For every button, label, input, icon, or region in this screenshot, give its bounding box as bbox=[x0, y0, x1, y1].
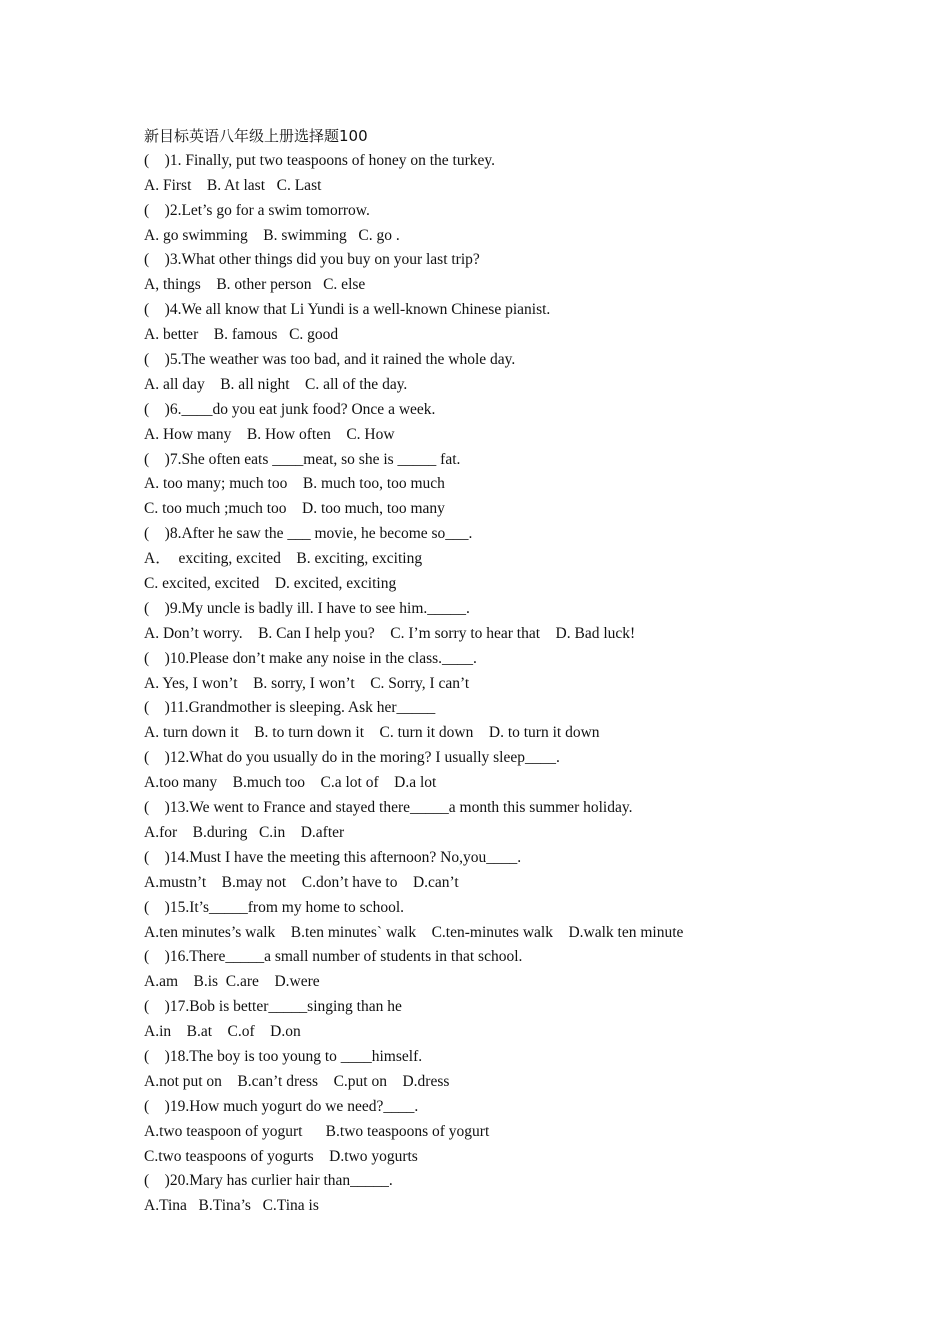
options-line: C. excited, excited D. excited, exciting bbox=[144, 575, 397, 593]
options-line: A. all day B. all night C. all of the day. bbox=[144, 375, 408, 393]
document-title: 新目标英语八年级上册选择题100 bbox=[144, 127, 368, 145]
options-line: A． exciting, excited B. exciting, exciting bbox=[144, 550, 423, 568]
question-line: ( )20.Mary has curlier hair than_____. bbox=[144, 1172, 393, 1190]
question-line: ( )10.Please don’t make any noise in the class.____. bbox=[144, 649, 477, 667]
options-line: A. First B. At last C. Last bbox=[144, 176, 322, 194]
question-line: ( )2.Let’s go for a swim tomorrow. bbox=[144, 201, 370, 219]
options-line: A. Yes, I won’t B. sorry, I won’t C. Sorry, I can’t bbox=[144, 674, 470, 692]
question-line: ( )19.How much yogurt do we need?____. bbox=[144, 1097, 419, 1115]
question-line: ( )5.The weather was too bad, and it rained the whole day. bbox=[144, 351, 516, 369]
question-line: ( )17.Bob is better_____singing than he bbox=[144, 998, 402, 1016]
question-line: ( )12.What do you usually do in the moring? I usually sleep____. bbox=[144, 749, 560, 767]
options-line: A.for B.during C.in D.after bbox=[144, 823, 345, 841]
options-line: A.ten minutes’s walk B.ten minutes` walk C.ten-minutes walk D.walk ten minute bbox=[144, 923, 684, 941]
options-line: A.two teaspoon of yogurt B.two teaspoons of yogurt bbox=[144, 1122, 490, 1140]
question-line: ( )8.After he saw the ___ movie, he become so___. bbox=[144, 525, 473, 543]
options-line: C.two teaspoons of yogurts D.two yogurts bbox=[144, 1147, 418, 1165]
question-line: ( )6.____do you eat junk food? Once a week. bbox=[144, 400, 436, 418]
options-line: A. turn down it B. to turn down it C. turn it down D. to turn it down bbox=[144, 724, 600, 742]
options-line: A. Don’t worry. B. Can I help you? C. I’m sorry to hear that D. Bad luck! bbox=[144, 624, 636, 642]
options-line: A. go swimming B. swimming C. go . bbox=[144, 226, 400, 244]
question-line: ( )13.We went to France and stayed there_____a month this summer holiday. bbox=[144, 799, 633, 817]
question-line: ( )18.The boy is too young to ____himself. bbox=[144, 1047, 423, 1065]
options-line: A.in B.at C.of D.on bbox=[144, 1023, 301, 1041]
options-line: A. too many; much too B. much too, too much bbox=[144, 475, 445, 493]
options-line: A.Tina B.Tina’s C.Tina is bbox=[144, 1197, 319, 1215]
question-line: ( )15.It’s_____from my home to school. bbox=[144, 898, 405, 916]
options-line: A.not put on B.can’t dress C.put on D.dress bbox=[144, 1072, 450, 1090]
options-line: A. better B. famous C. good bbox=[144, 326, 339, 344]
options-line: A.too many B.much too C.a lot of D.a lot bbox=[144, 774, 437, 792]
question-list bbox=[144, 149, 864, 1219]
question-line: ( )16.There_____a small number of students in that school. bbox=[144, 948, 523, 966]
question-line: ( )14.Must I have the meeting this afternoon? No,you____. bbox=[144, 848, 522, 866]
document-body bbox=[144, 124, 864, 1219]
options-line: A.mustn’t B.may not C.don’t have to D.can’t bbox=[144, 873, 459, 891]
question-line: ( )1. Finally, put two teaspoons of honey on the turkey. bbox=[144, 151, 495, 169]
question-line: ( )3.What other things did you buy on your last trip? bbox=[144, 251, 480, 269]
question-line: ( )7.She often eats ____meat, so she is _____ fat. bbox=[144, 450, 461, 468]
options-line: A, things B. other person C. else bbox=[144, 276, 366, 294]
options-line: A.am B.is C.are D.were bbox=[144, 973, 320, 991]
question-line: ( )4.We all know that Li Yundi is a well-known Chinese pianist. bbox=[144, 301, 551, 319]
options-line: A. How many B. How often C. How bbox=[144, 425, 395, 443]
options-line: C. too much ;much too D. too much, too many bbox=[144, 500, 445, 518]
question-line: ( )11.Grandmother is sleeping. Ask her_____ bbox=[144, 699, 436, 717]
question-line: ( )9.My uncle is badly ill. I have to see him._____. bbox=[144, 599, 470, 617]
